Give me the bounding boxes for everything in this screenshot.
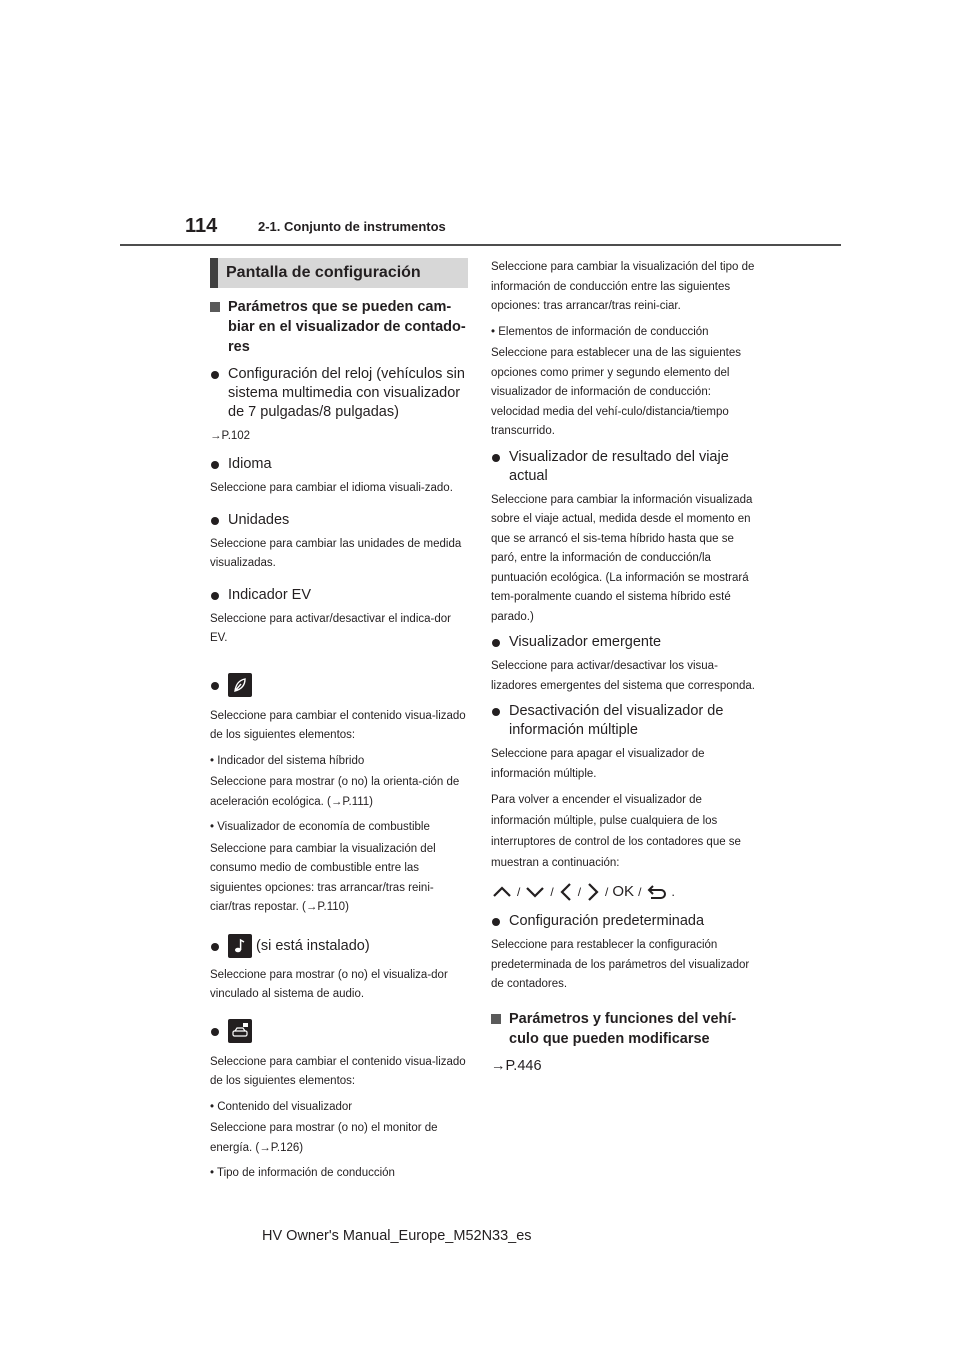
item-desc: Seleccione para activar/desactivar los visua-lizadores emergentes del sistema que corresponda. — [491, 660, 756, 692]
bullet-icon — [492, 454, 500, 462]
vehicle-desc: Seleccione para cambiar el contenido visua-lizado de los siguientes elementos: — [210, 1055, 466, 1087]
section-title: 2-1. Conjunto de instrumentos — [258, 219, 446, 234]
item-clock: Configuración del reloj (vehículos sin sistema multimedia con visualizador de 7 pulgadas/8 pulgadas) — [210, 365, 468, 422]
item-desc: Seleccione para apagar el visualizador de información múltiple. — [491, 748, 705, 780]
item-popup: Visualizador emergente — [491, 633, 755, 652]
bullet-icon — [211, 461, 219, 469]
item-eco — [210, 673, 468, 697]
bullet-icon — [211, 371, 219, 379]
eco-desc: Seleccione para cambiar el contenido visua-lizado de los siguientes elementos: — [210, 709, 466, 741]
turn-on-text: Para volver a encender el visualizador de información múltiple, pulse cualquiera de los interruptores de control de los contadores que se muestran a continuación: — [491, 794, 741, 869]
back-arrow-icon — [645, 881, 669, 903]
page-number: 114 — [185, 215, 218, 237]
square-marker-icon — [491, 1014, 501, 1024]
right-arrow-icon — [585, 881, 601, 903]
bullet-icon — [492, 639, 500, 647]
audio-desc: Seleccione para mostrar (o no) el visualiza-dor vinculado al sistema de audio. — [210, 968, 448, 1000]
item-vehicle — [210, 1019, 468, 1043]
music-note-icon — [228, 934, 252, 958]
item-desc: Seleccione para cambiar la información visualizada sobre el viaje actual, medida desde el momento en que se arrancó el sis-tema híbrido hasta que se paró, entre la información de conducción/la puntuación ecológica. (La información se mostrará tem-poralmente cuando el sistema híbrido esté parado.) — [491, 493, 753, 623]
ok-key-icon: OK — [612, 883, 635, 900]
footer-text: HV Owner's Manual_Europe_M52N33_es — [262, 1228, 532, 1244]
bullet-icon — [492, 708, 500, 716]
item-desc: Seleccione para cambiar las unidades de medida visualizadas. — [210, 537, 462, 569]
item-desc: Seleccione para cambiar el idioma visuali-zado. — [210, 482, 453, 494]
up-arrow-icon — [491, 881, 513, 903]
item-trip: Visualizador de resultado del viaje actual — [491, 448, 755, 486]
sub-desc: Seleccione para establecer una de las siguientes opciones como primer y segundo elemento del visualizador de información de conducción: velocidad media del vehí-culo/distancia/tiempo transcurrido. — [491, 347, 741, 437]
down-arrow-icon — [524, 881, 546, 903]
bullet-icon — [211, 1028, 219, 1036]
bullet-icon — [492, 918, 500, 926]
bullet-icon — [211, 682, 219, 690]
header-divider — [120, 244, 841, 246]
default-desc: Seleccione para restablecer la configuración predeterminada de los parámetros del visualizador de contadores. — [491, 939, 750, 990]
item-audio: (si está instalado) — [210, 934, 468, 958]
item-mid-off: Desactivación del visualizador de información múltiple — [491, 702, 755, 740]
leaf-icon — [228, 673, 252, 697]
bullet-icon — [211, 517, 219, 525]
sub-title: • Visualizador de economía de combustible — [210, 821, 430, 833]
vehicle-info-icon — [228, 1019, 252, 1043]
left-column — [210, 258, 468, 1186]
item-desc: Seleccione para activar/desactivar el indica-dor EV. — [210, 612, 451, 644]
ref-link[interactable]: →P.446 — [491, 1057, 542, 1074]
sub-title: • Elementos de información de conducción — [491, 325, 709, 338]
item-default: Configuración predeterminada — [491, 912, 755, 931]
right-column — [491, 258, 755, 1085]
sub-title: • Contenido del visualizador — [210, 1100, 353, 1113]
sub-desc: Seleccione para mostrar (o no) la orienta-ción de aceleración ecológica. (→P.111) — [210, 776, 460, 808]
sub-title: • Tipo de información de conducción — [210, 1167, 395, 1179]
left-arrow-icon — [558, 881, 574, 903]
vehicle-params-heading: Parámetros y funciones del vehí-culo que pueden modificarse — [491, 1009, 755, 1049]
sub-desc: Seleccione para mostrar (o no) el monitor de energía. (→P.126) — [210, 1122, 438, 1154]
control-keys: / / / / OK / . — [491, 880, 755, 904]
item-language: Idioma — [210, 455, 468, 474]
bullet-icon — [211, 592, 219, 600]
bullet-icon — [211, 943, 219, 951]
item-units: Unidades — [210, 511, 468, 530]
sub-desc: Seleccione para cambiar la visualización del consumo medio de combustible entre las siguientes opciones: tras arrancar/tras reini-ciar/tras repostar. (→P.110) — [210, 842, 436, 913]
ref-link[interactable]: →P.102 — [210, 430, 251, 442]
main-heading: Parámetros que se pueden cam-biar en el visualizador de contado-res — [210, 297, 468, 357]
item-ev: Indicador EV — [210, 586, 468, 605]
square-marker-icon — [210, 302, 220, 312]
box-heading: Pantalla de configuración — [210, 258, 468, 288]
sub-title: • Indicador del sistema híbrido — [210, 754, 365, 767]
cont-text: Seleccione para cambiar la visualización del tipo de información de conducción entre las siguientes opciones: tras arrancar/tras reini-ciar. — [491, 261, 755, 312]
